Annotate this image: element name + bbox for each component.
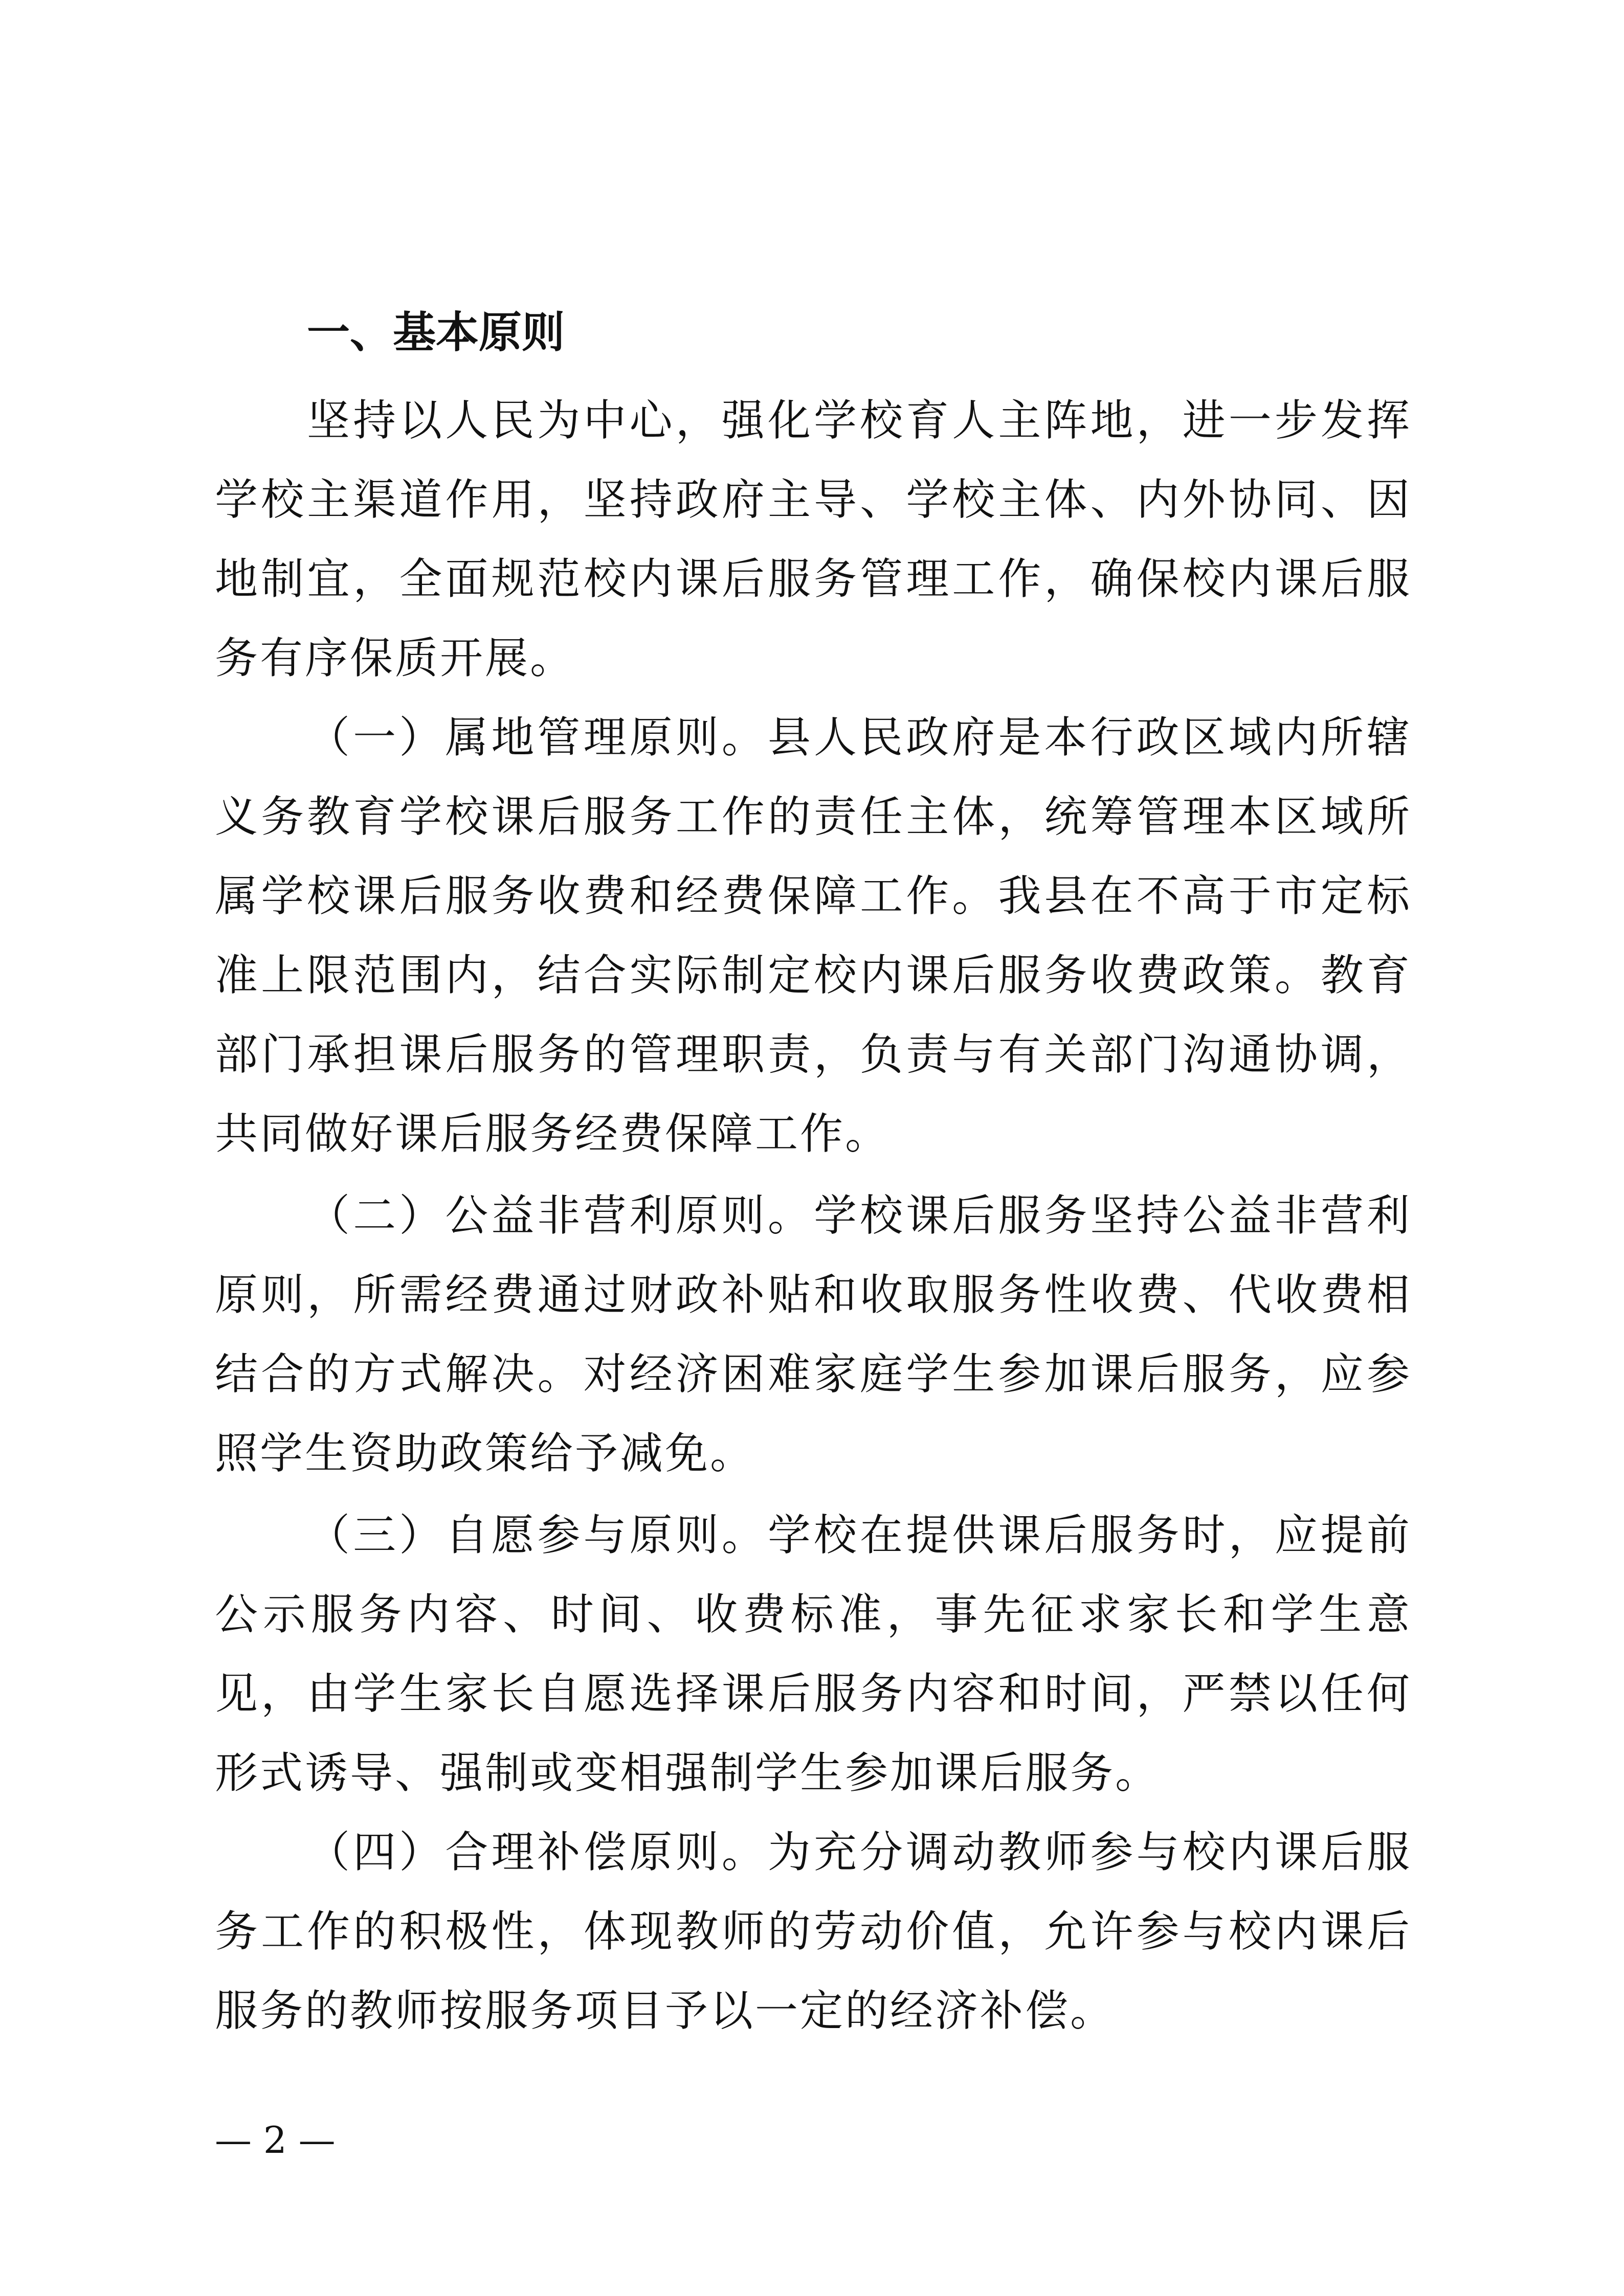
paragraph-intro: 坚持以人民为中心，强化学校育人主阵地，进一步发挥学校主渠道作用，坚持政府主导、学校主体、内外协同、因地制宜，全面规范校内课后服务管理工作，确保校内课后服务有序保质开展。	[215, 395, 1412, 683]
paragraph-principle-1: （一）属地管理原则。县人民政府是本行政区域内所辖义务教育学校课后服务工作的责任主体，统筹管理本区域所属学校课后服务收费和经费保障工作。我县在不高于市定标准上限范围内，结合实际制定校内课后服务收费政策。教育部门承担课后服务的管理职责，负责与有关部门沟通协调，共同做好课后服务经费保障工作。	[215, 712, 1412, 1159]
paragraph-principle-2: （二）公益非营利原则。学校课后服务坚持公益非营利原则，所需经费通过财政补贴和收取服务性收费、代收费相结合的方式解决。对经济困难家庭学生参加课后服务，应参照学生资助政策给予减免。	[215, 1190, 1412, 1478]
section-heading: 一、基本原则	[307, 307, 565, 357]
paragraph-principle-4: （四）合理补偿原则。为充分调动教师参与校内课后服务工作的积极性，体现教师的劳动价值，允许参与校内课后服务的教师按服务项目予以一定的经济补偿。	[215, 1827, 1412, 2036]
page-number: — 2 —	[215, 2119, 336, 2162]
paragraph-principle-3: （三）自愿参与原则。学校在提供课后服务时，应提前公示服务内容、时间、收费标准，事先征求家长和学生意见，由学生家长自愿选择课后服务内容和时间，严禁以任何形式诱导、强制或变相强制学生参加课后服务。	[215, 1510, 1412, 1798]
